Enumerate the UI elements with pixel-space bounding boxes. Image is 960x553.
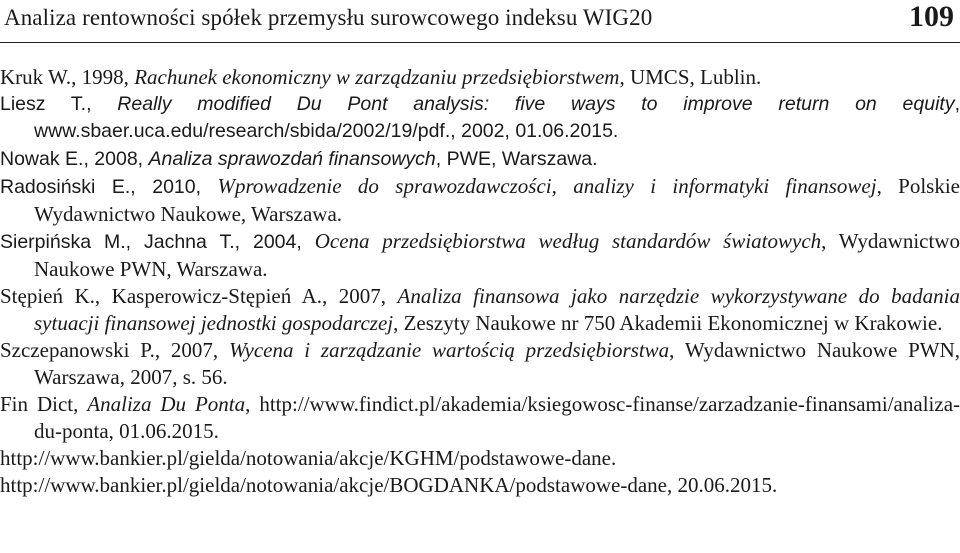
reference-authors: Fin Dict,	[0, 392, 88, 416]
running-title: Analiza rentowności spółek przemysłu surowcowego indeksu WIG20	[4, 5, 653, 30]
reference-item	[0, 145, 960, 173]
header-rule	[0, 42, 960, 43]
reference-item	[0, 445, 960, 472]
reference-title: Really modified Du Pont analysis: five ways to improve return on equity	[117, 93, 955, 115]
reference-item	[0, 472, 960, 499]
reference-url: http://www.bankier.pl/gielda/notowania/akcje/BOGDANKA/podstawowe-dane, 20.06.2015.	[0, 473, 778, 497]
reference-authors: Kruk W., 1998,	[0, 65, 135, 89]
reference-publisher: , Wydawnictwo Naukowe PWN, Warszawa.	[34, 229, 960, 281]
page-number: 109	[909, 0, 954, 33]
page-header	[0, 0, 960, 44]
reference-url: http://www.bankier.pl/gielda/notowania/akcje/KGHM/podstawowe-dane.	[0, 446, 617, 470]
reference-title: Analiza Du Ponta	[87, 392, 246, 416]
reference-item	[0, 391, 960, 445]
reference-publisher: , http://www.findict.pl/akademia/ksiegowosc-finanse/zarzadzanie-finansami/analiza-du-ponta, 01.06.2015.	[34, 392, 960, 443]
reference-item	[0, 228, 960, 283]
reference-authors: Szczepanowski P., 2007,	[0, 338, 229, 362]
reference-publisher: , PWE, Warszawa.	[435, 148, 598, 170]
reference-publisher: , Zeszyty Naukowe nr 750 Akademii Ekonomicznej w Krakowie.	[393, 311, 943, 335]
reference-authors: Sierpińska M., Jachna T., 2004,	[0, 231, 315, 253]
reference-publisher: , Wydawnictwo Naukowe PWN, Warszawa, 2007, s. 56.	[34, 338, 960, 389]
reference-title: Analiza finansowa jako narzędzie wykorzystywane do badania sytuacji finansowej jednostki gospodarczej	[34, 284, 960, 335]
reference-publisher: , Polskie Wydawnictwo Naukowe, Warszawa.	[34, 174, 960, 226]
bibliography	[0, 64, 960, 499]
reference-authors: Radosiński E., 2010,	[0, 176, 218, 198]
reference-publisher: , www.sbaer.uca.edu/research/sbida/2002/19/pdf., 2002, 01.06.2015.	[34, 93, 960, 142]
reference-item	[0, 91, 960, 145]
reference-item	[0, 64, 960, 91]
reference-publisher: , UMCS, Lublin.	[619, 65, 762, 89]
reference-title: Rachunek ekonomiczny w zarządzaniu przedsiębiorstwem	[134, 65, 620, 89]
reference-authors: Stępień K., Kasperowicz-Stępień A., 2007,	[0, 284, 398, 308]
reference-item	[0, 173, 960, 228]
reference-title: Wycena i zarządzanie wartością przedsiębiorstwa	[228, 338, 670, 362]
reference-title: Analiza sprawozdań finansowych	[148, 148, 436, 170]
reference-item	[0, 283, 960, 337]
reference-authors: Nowak E., 2008,	[0, 148, 149, 170]
reference-authors: Liesz T.,	[0, 93, 118, 115]
reference-title: Ocena przedsiębiorstwa według standardów światowych	[314, 229, 822, 253]
reference-item	[0, 337, 960, 391]
reference-title: Wprowadzenie do sprawozdawczości, analizy i informatyki finansowej	[217, 174, 877, 198]
